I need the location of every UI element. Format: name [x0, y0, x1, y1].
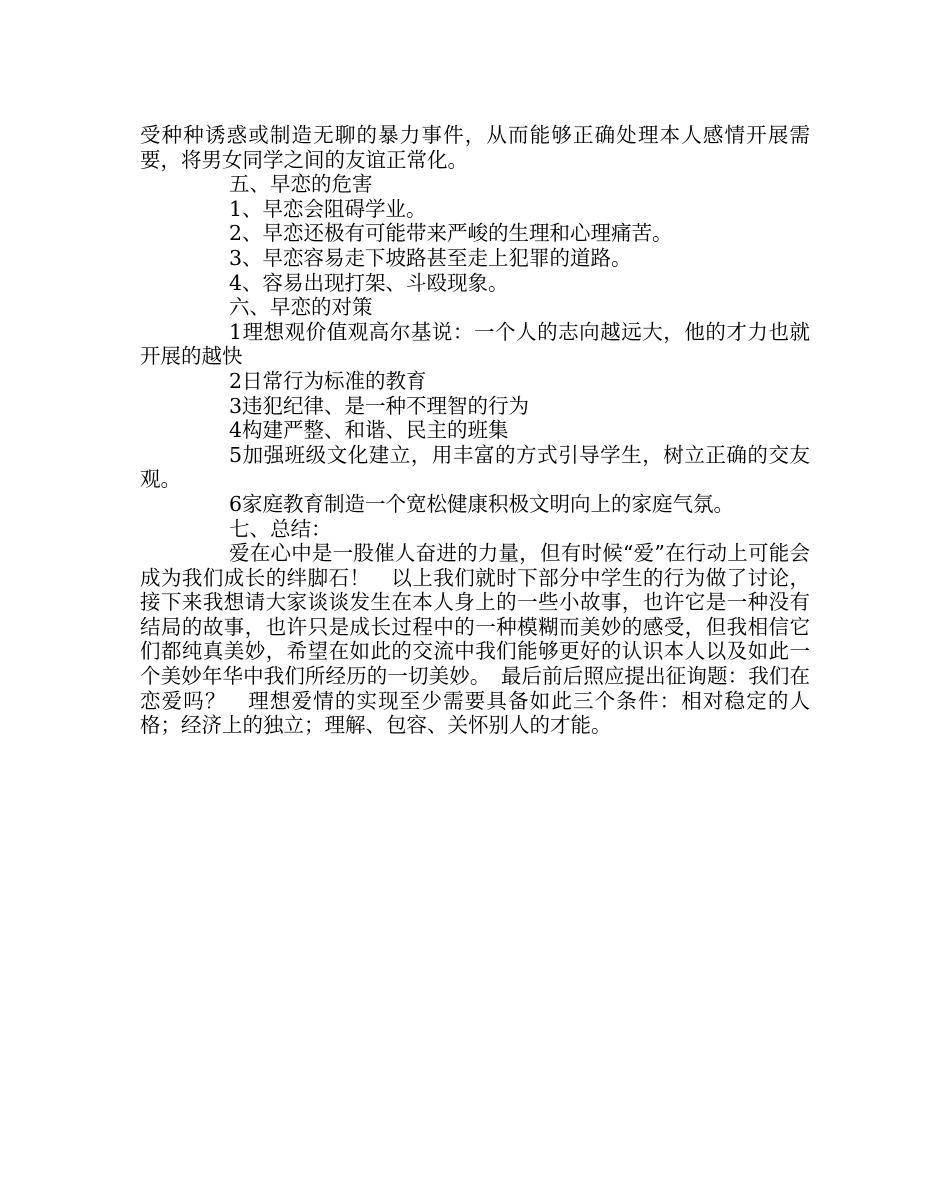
list-item: 4构建严整、和谐、民主的班集: [229, 418, 509, 443]
summary-paragraph: 爱在心中是一股催人奋进的力量，但有时候“爱”在行动上可能会成为我们成长的绊脚石！ 以上我们就时下部分中学生的行为做了讨论，接下来我想请大家谈谈发生在本人身上的一些小故事，也许它是一种没有结局的故事，也许只是成长过程中的一种模糊而美妙的感受，但我相信它们都纯真美妙，希望在如此的交流中我们能够更好的认识本人以及如此一个美妙年华中我们所经历的一切美妙。 最后前后照应提出征询题：我们在恋爱吗？ 理想爱情的实现至少需要具备如此三个条件：相对稳定的人格；经济上的独立；理解、包容、关怀别人的才能。: [140, 541, 810, 738]
list-item: 3违犯纪律、是一种不理智的行为: [229, 393, 530, 418]
section-heading-hazards: 五、早恋的危害: [229, 172, 373, 197]
section-heading-countermeasures: 六、早恋的对策: [229, 295, 373, 320]
list-item: 2、早恋还极有可能带来严峻的生理和心理痛苦。: [229, 221, 673, 246]
list-item: 5加强班级文化建立，用丰富的方式引导学生，树立正确的交友观。: [140, 442, 810, 492]
list-item: 1、早恋会阻碍学业。: [229, 196, 427, 221]
list-item: 3、早恋容易走下坡路甚至走上犯罪的道路。: [229, 245, 632, 270]
section-heading-summary: 七、总结：: [229, 516, 332, 541]
paragraph-continuation: 受种种诱惑或制造无聊的暴力事件，从而能够正确处理本人感情开展需要，将男女同学之间的友谊正常化。: [140, 123, 810, 172]
list-item: 6家庭教育制造一个宽松健康积极文明向上的家庭气氛。: [229, 491, 735, 516]
document-body: [140, 123, 810, 738]
list-item: 2日常行为标准的教育: [229, 368, 427, 393]
list-item: 4、容易出现打架、斗殴现象。: [229, 270, 509, 295]
list-item: 1理想观价值观高尔基说：一个人的志向越远大，他的才力也就开展的越快: [140, 319, 810, 369]
